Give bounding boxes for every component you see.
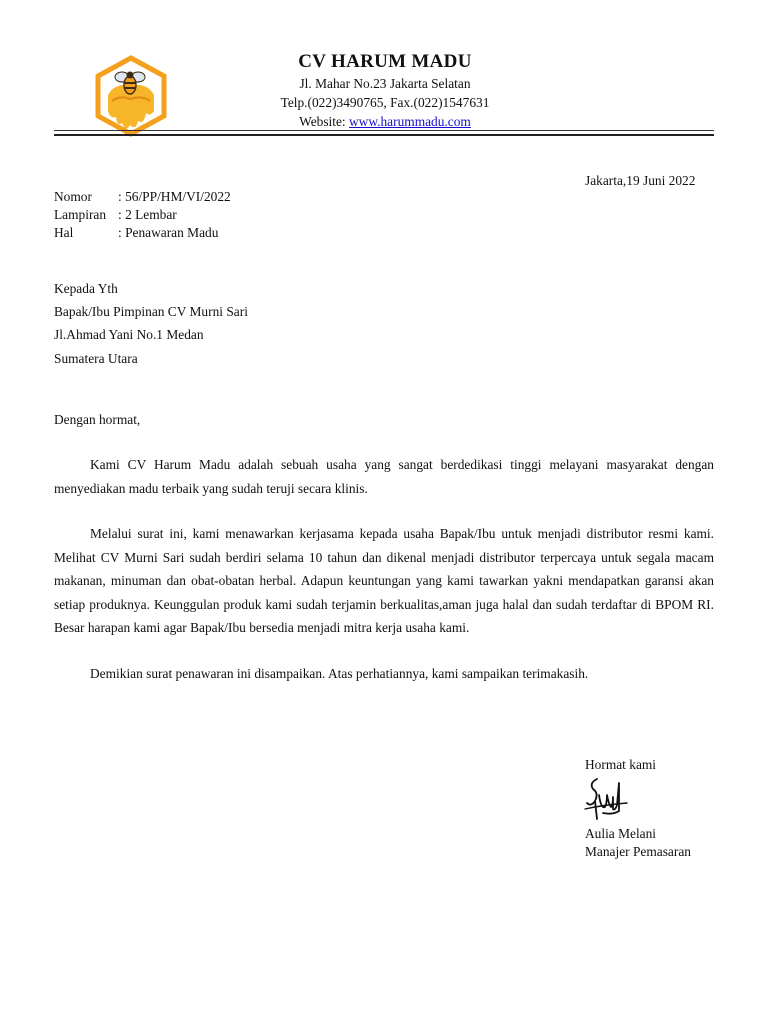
recipient-line: Kepada Yth [54, 281, 118, 296]
salutation: Dengan hormat, [54, 412, 141, 427]
letter-date: Jakarta,19 Juni 2022 [585, 173, 696, 188]
signer-block [585, 825, 691, 861]
company-name: CV HARUM MADU [298, 51, 472, 72]
meta-value: : 56/PP/HM/VI/2022 [118, 189, 231, 204]
body-paragraph: Kami CV Harum Madu adalah sebuah usaha yang sangat berdedikasi tinggi melayani masyarakat dengan menyediakan madu terbaik yang sudah teruji secara klinis. [54, 457, 714, 496]
meta-row [54, 206, 231, 224]
website-link[interactable]: www.harummadu.com [349, 114, 471, 129]
website-label: Website: [299, 114, 349, 129]
meta-row [54, 224, 231, 242]
body-paragraph: Demikian surat penawaran ini disampaikan. Atas perhatiannya, kami sampaikan terimakasih. [90, 666, 589, 681]
company-website [240, 112, 530, 131]
company-address: Jl. Mahar No.23 Jakarta Selatan [299, 76, 471, 91]
closing: Hormat kami [585, 757, 657, 772]
signer-title: Manajer Pemasaran [585, 844, 691, 859]
meta-key: Nomor [54, 189, 92, 204]
signer-name: Aulia Melani [585, 826, 657, 841]
signature-icon [583, 775, 633, 823]
company-phone-fax: Telp.(022)3490765, Fax.(022)1547631 [280, 95, 490, 110]
letterhead [240, 50, 530, 131]
recipient-line: Jl.Ahmad Yani No.1 Medan [54, 327, 204, 343]
bee-honey-logo-icon [90, 55, 172, 137]
meta-value: : Penawaran Madu [118, 225, 219, 240]
letter-meta [54, 188, 231, 242]
letterhead-divider-thick [54, 134, 714, 136]
meta-value: : 2 Lembar [118, 207, 177, 222]
recipient-block [54, 277, 248, 370]
recipient-line: Sumatera Utara [54, 350, 138, 366]
recipient-line: Bapak/Ibu Pimpinan CV Murni Sari [54, 304, 248, 320]
body-paragraph: Melalui surat ini, kami menawarkan kerjasama kepada usaha Bapak/Ibu untuk menjadi distributor resmi kami. Melihat CV Murni Sari sudah berdiri selama 10 tahun dan dikenal menjadi distributor terpercaya untuk segala macam makanan, minuman dan obat-obatan herbal. Adapun keuntungan yang kami tawarkan yakni mendapatkan garansi akan setiap produknya. Keunggulan produk kami sudah terjamin berkualitas,aman juga halal dan sudah terdaftar di BPOM RI. Besar harapan kami agar Bapak/Ibu bersedia menjadi mitra kerja usaha kami. [54, 526, 714, 636]
meta-key: Lampiran [54, 207, 107, 222]
meta-row [54, 188, 231, 206]
letterhead-divider-thin [54, 130, 714, 131]
meta-key: Hal [54, 225, 74, 240]
